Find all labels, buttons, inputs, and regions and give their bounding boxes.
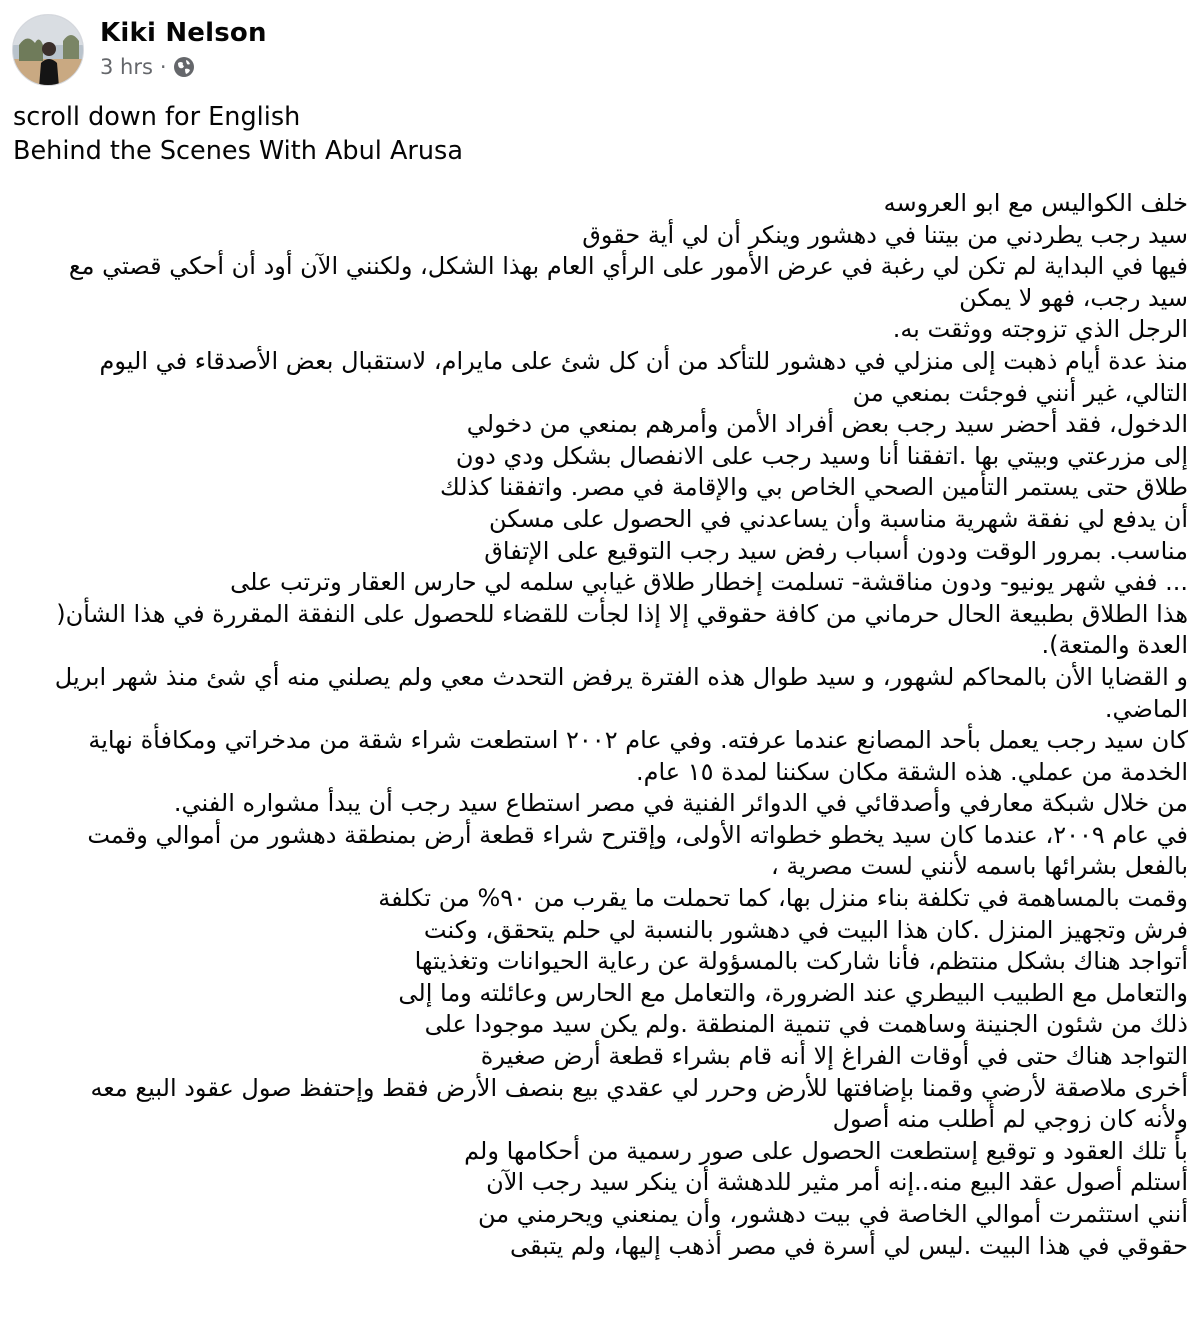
arabic-text-line: طلاق حتى يستمر التأمين الصحي الخاص بي والإقامة في مصر. واتفقنا كذلك	[440, 473, 1188, 502]
arabic-text-line: الماضي.	[1104, 694, 1188, 723]
globe-icon[interactable]	[173, 56, 195, 78]
arabic-text-line: منذ عدة أيام ذهبت إلى منزلي في دهشور للتأكد من أن كل شئ على مايرام، لاستقبال بعض الأصدقاء في اليوم	[99, 346, 1188, 375]
english-text	[13, 100, 1188, 168]
arabic-text-line: حقوقي في هذا البيت .ليس لي أسرة في مصر أذهب إليها، ولم يتبقى	[509, 1231, 1188, 1260]
arabic-text-line: إلى مزرعتي وبيتي بها .اتفقنا أنا وسيد رجب على الانفصال بشكل ودي دون	[455, 441, 1188, 470]
author-name[interactable]: Kiki Nelson	[100, 18, 267, 48]
arabic-text-line: فيها في البداية لم تكن لي رغبة في عرض الأمور على الرأي العام بهذا الشكل، ولكنني الآن أود أن أحكي قصتي مع	[68, 252, 1188, 281]
post-header	[12, 14, 267, 88]
post-timestamp[interactable]: 3 hrs	[100, 55, 153, 79]
arabic-text-line: سيد رجب يطردني من بيتنا في دهشور وينكر أن لي أية حقوق	[582, 220, 1188, 249]
arabic-text-line: أنني استثمرت أموالي الخاصة في بيت دهشور، وأن يمنعني ويحرمني من	[478, 1200, 1188, 1228]
avatar-image	[13, 15, 84, 86]
post-body	[13, 100, 1188, 1262]
arabic-text-line: بأ تلك العقود و توقيع إستطعت الحصول على صور رسمية من أحكامها ولم	[464, 1136, 1188, 1165]
arabic-text-line: الدخول، فقد أحضر سيد رجب بعض أفراد الأمن وأمرهم بمنعي من دخولي	[466, 410, 1188, 439]
arabic-text-line: و القضايا الأن بالمحاكم لشهور، و سيد طوال هذه الفترة يرفض التحدث معي ولم يصلني منه أي شئ منذ شهر ابريل	[54, 662, 1188, 691]
arabic-text-line: أخرى ملاصقة لأرضي وقمنا بإضافتها للأرض وحرر لي عقدي بيع بنصف الأرض فقط وإحتفظ صول عقود البيع معه	[90, 1073, 1188, 1102]
arabic-text-line: ذلك من شئون الجنينة وساهمت في تنمية المنطقة .ولم يكن سيد موجودا على	[424, 1010, 1188, 1039]
arabic-text-line: ولأنه كان زوجي لم أطلب منه أصول	[832, 1105, 1188, 1134]
arabic-text-line: التواجد هناك حتى في أوقات الفراغ إلا أنه قام بشراء قطعة أرض صغيرة	[480, 1042, 1188, 1071]
arabic-text-line: التالي، غير أنني فوجئت بمنعي من	[852, 378, 1188, 407]
arabic-text-line: ... ففي شهر يونيو- ودون مناقشة- تسلمت إخطار طلاق غيابي سلمه لي حارس العقار وترتب على	[230, 568, 1188, 597]
separator-dot: ·	[159, 55, 167, 79]
arabic-text-line: والتعامل مع الطبيب البيطري عند الضرورة، والتعامل مع الحارس وعائلته وما إلى	[398, 978, 1188, 1007]
arabic-text-line: وقمت بالمساهمة في تكلفة بناء منزل بها، كما تحملت ما يقرب من ٩٠% من تكلفة	[378, 884, 1188, 913]
arabic-text-line: سيد رجب، فهو لا يمكن	[959, 283, 1188, 312]
arabic-text-line: كان سيد رجب يعمل بأحد المصانع عندما عرفته. وفي عام ٢٠٠٢ استطعت شراء شقة من مدخراتي ومكافأة نهاية	[88, 726, 1188, 755]
arabic-text-line: بالفعل بشرائها باسمه لأنني لست مصرية ،	[771, 852, 1188, 881]
english-text-line: scroll down for English	[13, 102, 301, 132]
arabic-text-line: من خلال شبكة معارفي وأصدقائي في الدوائر الفنية في مصر استطاع سيد رجب أن يبدأ مشواره الفني.	[173, 789, 1188, 818]
arabic-text-line: الرجل الذي تزوجته ووثقت به.	[892, 315, 1188, 344]
post-subline	[100, 53, 267, 81]
arabic-text-line: في عام ٢٠٠٩، عندما كان سيد يخطو خطواته الأولى، وإقترح شراء قطعة أرض بمنطقة دهشور من أموالي وقمت	[87, 820, 1188, 849]
avatar[interactable]	[12, 14, 84, 86]
arabic-text-line: العدة والمتعة).	[1041, 631, 1188, 660]
arabic-text-line: خلف الكواليس مع ابو العروسه	[883, 189, 1188, 217]
arabic-text	[13, 188, 1188, 1262]
arabic-text-line: أتواجد هناك بشكل منتظم، فأنا شاركت بالمسؤولة عن رعاية الحيوانات وتغذيتها	[414, 947, 1188, 976]
arabic-text-line: أستلم أصول عقد البيع منه..إنه أمر مثير للدهشة أن ينكر سيد رجب الآن	[486, 1168, 1188, 1197]
arabic-text-line: الخدمة من عملي. هذه الشقة مكان سكننا لمدة ١٥ عام.	[635, 757, 1188, 786]
arabic-text-line: أن يدفع لي نفقة شهرية مناسبة وأن يساعدني في الحصول على مسكن	[488, 504, 1188, 533]
post-meta	[100, 14, 267, 81]
arabic-text-line: هذا الطلاق بطبيعة الحال حرماني من كافة حقوقي إلا إذا لجأت للقضاء للحصول على النفقة المقررة في هذا الشأن(	[56, 599, 1188, 628]
arabic-text-line: مناسب. بمرور الوقت ودون أسباب رفض سيد رجب التوقيع على الإتفاق	[484, 536, 1188, 565]
arabic-text-line: فرش وتجهيز المنزل .كان هذا البيت في دهشور بالنسبة لي حلم يتحقق، وكنت	[423, 915, 1188, 944]
english-text-line: Behind the Scenes With Abul Arusa	[13, 136, 463, 166]
